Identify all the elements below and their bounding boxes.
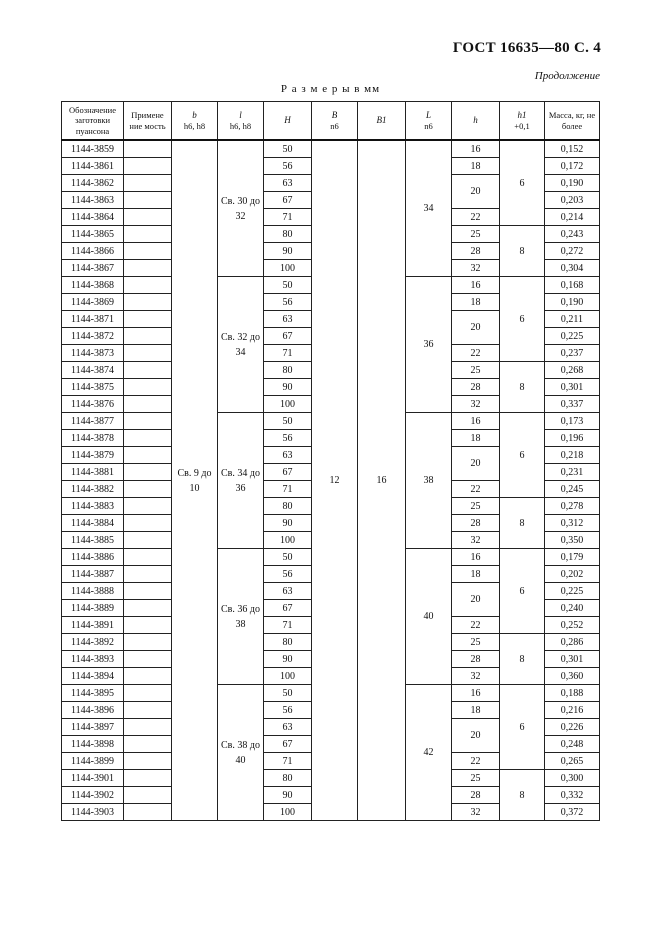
cell-h1: 6	[500, 413, 545, 498]
cell-application	[124, 549, 172, 566]
cell-code: 1144-3893	[62, 651, 124, 668]
cell-h: 25	[452, 362, 500, 379]
cell-code: 1144-3901	[62, 770, 124, 787]
cell-code: 1144-3872	[62, 328, 124, 345]
cell-H: 63	[264, 583, 312, 600]
cell-H: 56	[264, 430, 312, 447]
cell-h: 18	[452, 566, 500, 583]
cell-mass: 0,248	[545, 736, 600, 753]
cell-mass: 0,245	[545, 481, 600, 498]
cell-mass: 0,231	[545, 464, 600, 481]
cell-h: 22	[452, 753, 500, 770]
cell-application	[124, 770, 172, 787]
cell-H: 80	[264, 770, 312, 787]
cell-h1: 8	[500, 362, 545, 413]
cell-code: 1144-3896	[62, 702, 124, 719]
cell-H: 56	[264, 158, 312, 175]
cell-h: 25	[452, 498, 500, 515]
cell-code: 1144-3864	[62, 209, 124, 226]
cell-h: 32	[452, 804, 500, 821]
cell-H: 50	[264, 685, 312, 702]
header-B: B n6	[312, 102, 358, 141]
cell-mass: 0,350	[545, 532, 600, 549]
cell-code: 1144-3873	[62, 345, 124, 362]
cell-code: 1144-3898	[62, 736, 124, 753]
cell-mass: 0,268	[545, 362, 600, 379]
cell-code: 1144-3871	[62, 311, 124, 328]
cell-h: 28	[452, 515, 500, 532]
cell-code: 1144-3886	[62, 549, 124, 566]
cell-H: 63	[264, 447, 312, 464]
cell-h: 20	[452, 175, 500, 209]
cell-H: 50	[264, 140, 312, 158]
cell-application	[124, 158, 172, 175]
cell-mass: 0,188	[545, 685, 600, 702]
cell-mass: 0,312	[545, 515, 600, 532]
cell-mass: 0,243	[545, 226, 600, 243]
cell-h: 22	[452, 617, 500, 634]
cell-h: 18	[452, 702, 500, 719]
cell-code: 1144-3902	[62, 787, 124, 804]
cell-h: 16	[452, 549, 500, 566]
cell-h: 20	[452, 583, 500, 617]
table-row	[62, 140, 600, 158]
cell-application	[124, 634, 172, 651]
cell-H: 90	[264, 651, 312, 668]
cell-H: 63	[264, 175, 312, 192]
cell-code: 1144-3879	[62, 447, 124, 464]
dimensions-table	[61, 101, 600, 821]
cell-h1: 6	[500, 277, 545, 362]
cell-h: 18	[452, 430, 500, 447]
cell-l: Св. 34 до 36	[218, 413, 264, 549]
cell-L: 42	[406, 685, 452, 821]
cell-l: Св. 38 до 40	[218, 685, 264, 821]
cell-h: 25	[452, 770, 500, 787]
cell-application	[124, 804, 172, 821]
cell-mass: 0,218	[545, 447, 600, 464]
cell-H: 71	[264, 753, 312, 770]
cell-application	[124, 362, 172, 379]
cell-application	[124, 192, 172, 209]
cell-mass: 0,216	[545, 702, 600, 719]
cell-code: 1144-3861	[62, 158, 124, 175]
cell-mass: 0,300	[545, 770, 600, 787]
cell-H: 90	[264, 243, 312, 260]
cell-application	[124, 481, 172, 498]
cell-mass: 0,211	[545, 311, 600, 328]
page-header: ГОСТ 16635—80 С. 4	[452, 40, 601, 56]
cell-code: 1144-3882	[62, 481, 124, 498]
cell-l: Св. 30 до 32	[218, 140, 264, 277]
cell-H: 63	[264, 719, 312, 736]
cell-code: 1144-3866	[62, 243, 124, 260]
cell-mass: 0,202	[545, 566, 600, 583]
cell-h1: 6	[500, 549, 545, 634]
cell-mass: 0,172	[545, 158, 600, 175]
cell-L: 36	[406, 277, 452, 413]
cell-code: 1144-3865	[62, 226, 124, 243]
cell-h: 20	[452, 719, 500, 753]
cell-h1: 8	[500, 770, 545, 821]
cell-H: 71	[264, 481, 312, 498]
cell-code: 1144-3868	[62, 277, 124, 294]
cell-l: Св. 32 до 34	[218, 277, 264, 413]
cell-mass: 0,301	[545, 379, 600, 396]
cell-mass: 0,179	[545, 549, 600, 566]
cell-application	[124, 311, 172, 328]
cell-h: 18	[452, 158, 500, 175]
cell-B1: 16	[358, 140, 406, 821]
cell-mass: 0,240	[545, 600, 600, 617]
cell-h: 22	[452, 209, 500, 226]
cell-application	[124, 753, 172, 770]
cell-application	[124, 532, 172, 549]
cell-H: 67	[264, 192, 312, 209]
cell-application	[124, 515, 172, 532]
cell-mass: 0,272	[545, 243, 600, 260]
cell-h1: 6	[500, 140, 545, 226]
continuation-label: Продолжение	[534, 70, 600, 82]
cell-mass: 0,286	[545, 634, 600, 651]
cell-h: 16	[452, 277, 500, 294]
cell-H: 67	[264, 328, 312, 345]
cell-application	[124, 600, 172, 617]
cell-code: 1144-3859	[62, 140, 124, 158]
cell-h: 32	[452, 396, 500, 413]
cell-l: Св. 36 до 38	[218, 549, 264, 685]
cell-h: 28	[452, 787, 500, 804]
cell-code: 1144-3875	[62, 379, 124, 396]
cell-B: 12	[312, 140, 358, 821]
header-h1: h1 +0,1	[500, 102, 545, 141]
cell-H: 71	[264, 617, 312, 634]
cell-application	[124, 566, 172, 583]
cell-application	[124, 294, 172, 311]
cell-H: 100	[264, 396, 312, 413]
cell-H: 56	[264, 702, 312, 719]
cell-h: 25	[452, 226, 500, 243]
cell-h1: 8	[500, 226, 545, 277]
cell-application	[124, 345, 172, 362]
cell-mass: 0,278	[545, 498, 600, 515]
header-B1: B1	[358, 102, 406, 141]
cell-mass: 0,226	[545, 719, 600, 736]
table-body	[62, 140, 600, 821]
cell-code: 1144-3863	[62, 192, 124, 209]
cell-h: 22	[452, 345, 500, 362]
cell-mass: 0,152	[545, 140, 600, 158]
cell-h: 25	[452, 634, 500, 651]
cell-application	[124, 175, 172, 192]
cell-code: 1144-3862	[62, 175, 124, 192]
cell-code: 1144-3888	[62, 583, 124, 600]
cell-h: 32	[452, 668, 500, 685]
cell-application	[124, 651, 172, 668]
cell-code: 1144-3887	[62, 566, 124, 583]
cell-H: 67	[264, 464, 312, 481]
cell-mass: 0,252	[545, 617, 600, 634]
header-L: L n6	[406, 102, 452, 141]
cell-H: 63	[264, 311, 312, 328]
cell-application	[124, 583, 172, 600]
cell-application	[124, 787, 172, 804]
cell-H: 67	[264, 736, 312, 753]
header-b: b h6, h8	[172, 102, 218, 141]
cell-h: 32	[452, 532, 500, 549]
table-caption: Р а з м е р ы в мм	[280, 83, 381, 95]
cell-H: 100	[264, 668, 312, 685]
cell-code: 1144-3895	[62, 685, 124, 702]
cell-code: 1144-3884	[62, 515, 124, 532]
cell-mass: 0,196	[545, 430, 600, 447]
cell-code: 1144-3899	[62, 753, 124, 770]
cell-mass: 0,332	[545, 787, 600, 804]
cell-code: 1144-3903	[62, 804, 124, 821]
header-H: H	[264, 102, 312, 141]
cell-H: 56	[264, 294, 312, 311]
header-application: Примене ние мость	[124, 102, 172, 141]
cell-code: 1144-3891	[62, 617, 124, 634]
cell-code: 1144-3892	[62, 634, 124, 651]
cell-application	[124, 464, 172, 481]
cell-code: 1144-3878	[62, 430, 124, 447]
cell-h: 22	[452, 481, 500, 498]
cell-application	[124, 430, 172, 447]
cell-application	[124, 396, 172, 413]
cell-mass: 0,301	[545, 651, 600, 668]
cell-H: 50	[264, 549, 312, 566]
cell-mass: 0,214	[545, 209, 600, 226]
header-l: l h6, h8	[218, 102, 264, 141]
cell-application	[124, 379, 172, 396]
cell-mass: 0,265	[545, 753, 600, 770]
cell-application	[124, 719, 172, 736]
cell-h: 18	[452, 294, 500, 311]
cell-H: 100	[264, 532, 312, 549]
cell-L: 34	[406, 140, 452, 277]
cell-code: 1144-3881	[62, 464, 124, 481]
cell-H: 80	[264, 498, 312, 515]
header-mass: Масса, кг, не более	[545, 102, 600, 141]
cell-H: 67	[264, 600, 312, 617]
cell-H: 80	[264, 226, 312, 243]
cell-application	[124, 702, 172, 719]
cell-h: 28	[452, 651, 500, 668]
cell-H: 71	[264, 209, 312, 226]
header-h: h	[452, 102, 500, 141]
cell-b: Св. 9 до 10	[172, 140, 218, 821]
header-code: Обозначение заготовки пуансона	[62, 102, 124, 141]
cell-mass: 0,237	[545, 345, 600, 362]
cell-mass: 0,360	[545, 668, 600, 685]
cell-application	[124, 243, 172, 260]
cell-L: 38	[406, 413, 452, 549]
cell-h: 28	[452, 379, 500, 396]
cell-H: 100	[264, 804, 312, 821]
cell-code: 1144-3883	[62, 498, 124, 515]
cell-application	[124, 413, 172, 430]
cell-h: 16	[452, 413, 500, 430]
cell-application	[124, 226, 172, 243]
cell-H: 80	[264, 634, 312, 651]
cell-application	[124, 668, 172, 685]
cell-mass: 0,190	[545, 175, 600, 192]
cell-h1: 8	[500, 634, 545, 685]
cell-code: 1144-3874	[62, 362, 124, 379]
cell-application	[124, 685, 172, 702]
cell-mass: 0,225	[545, 328, 600, 345]
cell-code: 1144-3876	[62, 396, 124, 413]
cell-H: 50	[264, 277, 312, 294]
cell-code: 1144-3867	[62, 260, 124, 277]
cell-mass: 0,304	[545, 260, 600, 277]
cell-mass: 0,372	[545, 804, 600, 821]
cell-code: 1144-3897	[62, 719, 124, 736]
cell-application	[124, 498, 172, 515]
cell-h: 32	[452, 260, 500, 277]
cell-code: 1144-3894	[62, 668, 124, 685]
cell-mass: 0,225	[545, 583, 600, 600]
cell-H: 90	[264, 787, 312, 804]
cell-h1: 8	[500, 498, 545, 549]
cell-application	[124, 736, 172, 753]
cell-mass: 0,190	[545, 294, 600, 311]
cell-code: 1144-3877	[62, 413, 124, 430]
cell-code: 1144-3889	[62, 600, 124, 617]
cell-mass: 0,173	[545, 413, 600, 430]
cell-code: 1144-3885	[62, 532, 124, 549]
cell-H: 90	[264, 515, 312, 532]
cell-mass: 0,337	[545, 396, 600, 413]
cell-application	[124, 328, 172, 345]
cell-h1: 6	[500, 685, 545, 770]
cell-H: 80	[264, 362, 312, 379]
cell-mass: 0,168	[545, 277, 600, 294]
cell-h: 16	[452, 140, 500, 158]
cell-h: 20	[452, 311, 500, 345]
cell-application	[124, 447, 172, 464]
cell-application	[124, 140, 172, 158]
cell-code: 1144-3869	[62, 294, 124, 311]
cell-H: 56	[264, 566, 312, 583]
cell-application	[124, 617, 172, 634]
cell-h: 16	[452, 685, 500, 702]
cell-H: 50	[264, 413, 312, 430]
cell-application	[124, 260, 172, 277]
cell-h: 28	[452, 243, 500, 260]
cell-application	[124, 277, 172, 294]
cell-H: 100	[264, 260, 312, 277]
cell-L: 40	[406, 549, 452, 685]
cell-H: 71	[264, 345, 312, 362]
cell-mass: 0,203	[545, 192, 600, 209]
header-row	[62, 102, 600, 141]
cell-H: 90	[264, 379, 312, 396]
cell-application	[124, 209, 172, 226]
cell-h: 20	[452, 447, 500, 481]
